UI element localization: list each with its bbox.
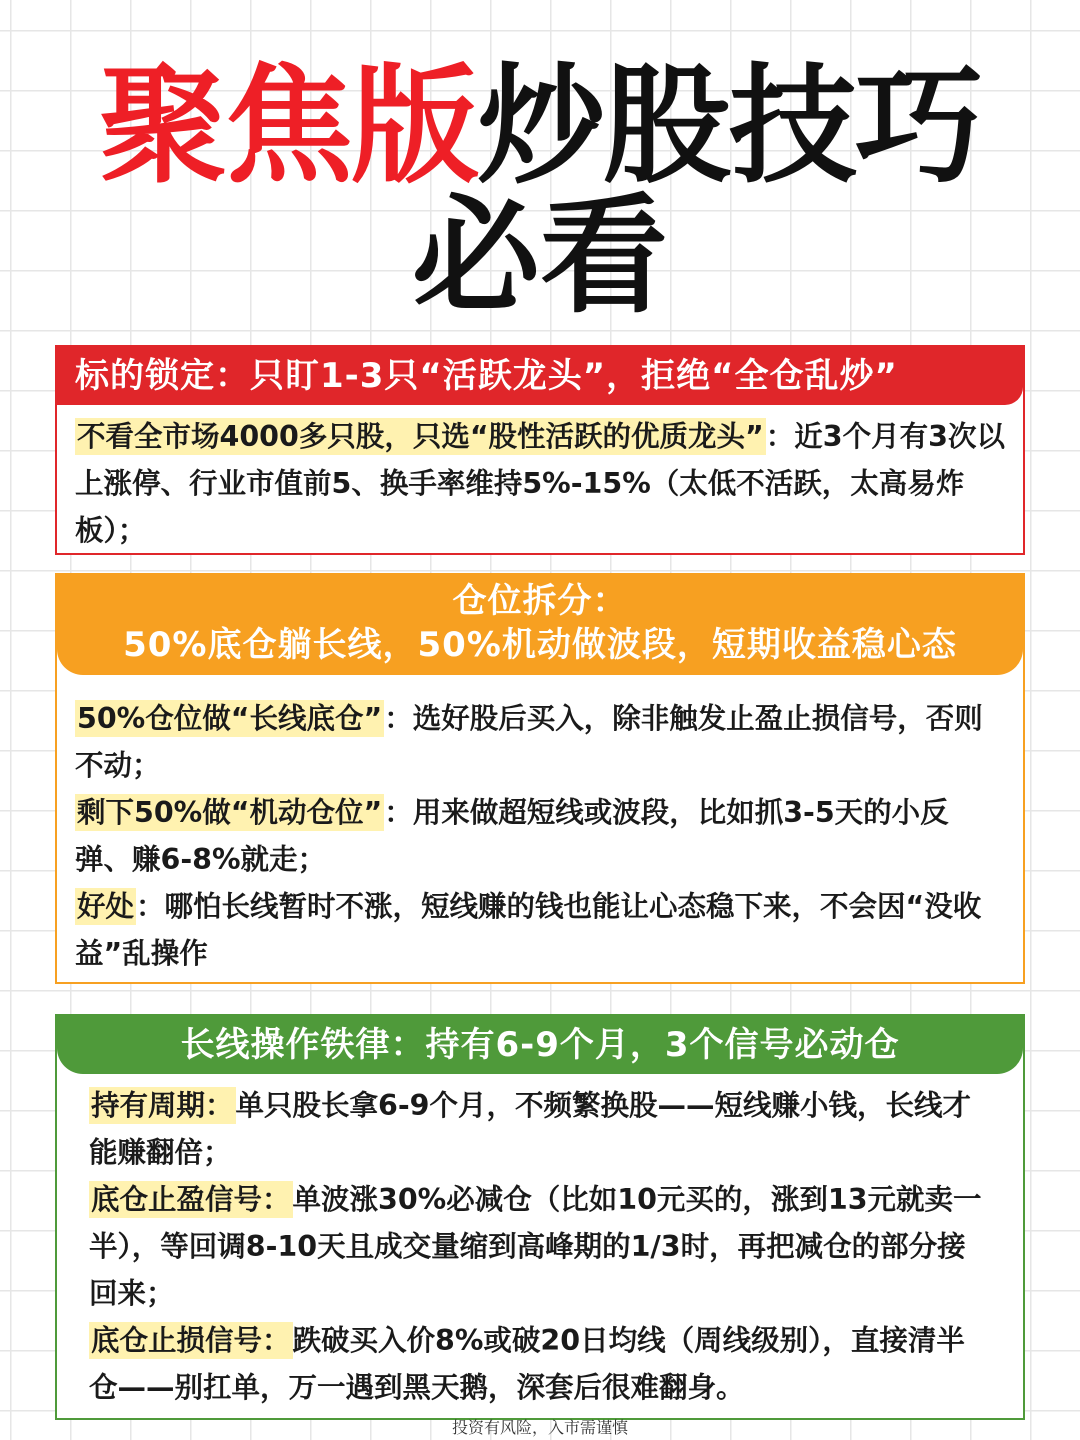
section2-header-line1: 仓位拆分： xyxy=(452,581,628,621)
list-item xyxy=(75,695,1005,789)
item-text: ：哪怕长线暂时不涨，短线赚的钱也能让心态稳下来，不会因“没收益”乱操作 xyxy=(75,890,982,970)
list-item xyxy=(89,1082,993,1176)
item-highlight: 底仓止盈信号： xyxy=(91,1183,291,1216)
list-item xyxy=(75,789,1005,883)
title-red-part: 聚焦版 xyxy=(98,52,477,201)
section-long-term-rules xyxy=(55,1014,1025,1420)
item-highlight: 好处 xyxy=(77,890,135,923)
item-highlight: 50%仓位做“长线底仓” xyxy=(77,702,383,735)
risk-disclaimer: 投资有风险，入市需谨慎 xyxy=(451,1418,628,1437)
page-title-line1 xyxy=(0,52,1080,202)
item-text: ：用来做超短线或波段，比如抓3-5天的小反弹、赚6-8%就走； xyxy=(75,796,949,876)
section2-header xyxy=(57,575,1023,675)
list-item xyxy=(75,883,1005,977)
item-text: 单只股长拿6-9个月，不频繁换股——短线赚小钱，长线才能赚翻倍； xyxy=(89,1089,972,1169)
item-highlight: 剩下50%做“机动仓位” xyxy=(77,796,383,829)
item-highlight: 底仓止损信号： xyxy=(91,1324,291,1357)
item-text: ：选好股后买入，除非触发止盈止损信号，否则不动； xyxy=(75,702,983,782)
section-target-lock xyxy=(55,345,1025,555)
section3-body xyxy=(57,1074,1023,1411)
section-position-split xyxy=(55,573,1025,984)
section1-highlight: 不看全市场4000多只股，只选“股性活跃的优质龙头” xyxy=(77,420,764,453)
item-text: 单波涨30%必减仓（比如10元买的，涨到13元就卖一半），等回调8-10天且成交量缩到高峰期的1/3时，再把减仓的部分接回来； xyxy=(89,1183,982,1310)
section2-body xyxy=(57,675,1023,977)
section1-text: ：近3个月有3次以上涨停、行业市值前5、换手率维持5%-15%（太低不活跃，太高易炸板）； xyxy=(75,420,1005,547)
item-highlight: 持有周期： xyxy=(91,1089,234,1122)
item-text: 跌破买入价8%或破20日均线（周线级别），直接清半仓——别扛单，万一遇到黑天鹅，深套后很难翻身。 xyxy=(89,1324,965,1404)
page-title-line2: 必看 xyxy=(411,182,668,331)
section1-body xyxy=(57,405,1023,554)
list-item xyxy=(89,1176,993,1317)
title-black-part: 炒股技巧 xyxy=(477,52,982,201)
section2-header-line2: 50%底仓躺长线，50%机动做波段，短期收益稳心态 xyxy=(123,625,957,665)
section1-header: 标的锁定：只盯1-3只“活跃龙头”，拒绝“全仓乱炒” xyxy=(57,347,1023,405)
list-item xyxy=(89,1317,993,1411)
section3-header: 长线操作铁律：持有6-9个月，3个信号必动仓 xyxy=(57,1016,1023,1074)
